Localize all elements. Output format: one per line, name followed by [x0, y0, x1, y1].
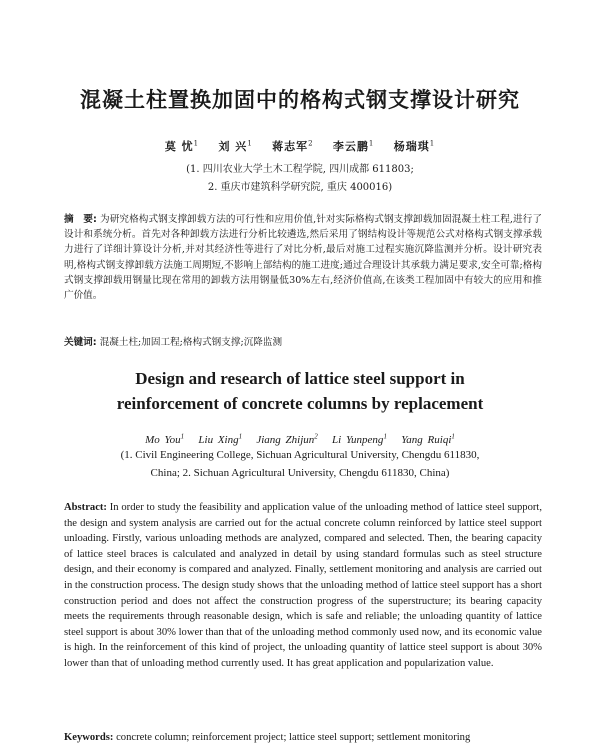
english-affiliation-line-2: China; 2. Sichuan Agricultural University, Chengdu 611830, China) — [150, 467, 450, 479]
english-abstract-label: Abstract: — [64, 502, 107, 513]
english-keywords-label: Keywords: — [64, 732, 114, 743]
author: Mo You$^1$ — [145, 432, 185, 446]
author: 杨瑞琪$^1$ — [393, 139, 436, 153]
author: Yang Ruiqi$^1$ — [401, 432, 455, 446]
english-keywords — [64, 731, 542, 745]
chinese-keywords — [64, 334, 542, 348]
english-affiliation-line-1: (1. Civil Engineering College, Sichuan Agricultural University, Chengdu 611830, — [120, 449, 480, 461]
chinese-title: 混凝土柱置换加固中的格构式钢支撑设计研究 — [80, 88, 520, 112]
english-author-list — [0, 432, 600, 446]
author: 蒋志军$^2$ — [272, 139, 314, 153]
chinese-abstract — [64, 212, 542, 303]
chinese-author-list — [0, 138, 600, 154]
chinese-keywords-text: 混凝土柱;加固工程;格构式钢支撑;沉降监测 — [99, 337, 283, 348]
english-title-line-1: Design and research of lattice steel support in — [135, 369, 465, 388]
author: 李云鹏$^1$ — [332, 139, 375, 153]
chinese-keywords-label: 关键词: — [64, 337, 97, 348]
author: Jiang Zhijun$^2$ — [256, 432, 318, 446]
english-abstract — [64, 500, 542, 672]
author: Li Yunpeng$^1$ — [332, 432, 387, 446]
chinese-abstract-text: 为研究格构式钢支撑卸载方法的可行性和应用价值,针对实际格构式钢支撑卸载加固混凝土柱工程,进行了设计和系统分析。首先对各种卸载方法进行分析比较遴选,然后采用了钢结构设计等规范公式对格构式钢支撑承载力进行了详细计算设计分析,并对其经济性等进行了对比分析,最后对施工过程实施沉降监测并分析。设计研究表明,格构式钢支撑卸载方法施工周期短,不影响上部结构的施工进度;通过合理设计其承载力满足要求,安全可靠;格构式钢支撑卸载用钢量比现在常用的卸载方法用钢量低30%左右,经济价值高,在该类工程加固中有较大的应用和推广价值。 — [64, 214, 542, 302]
english-keywords-text: concrete column; reinforcement project; lattice steel support; settlement monitoring — [116, 732, 471, 743]
english-title — [0, 366, 600, 416]
author: Liu Xing$^1$ — [198, 432, 243, 446]
chinese-affiliation-line-2: 2. 重庆市建筑科学研究院, 重庆 400016) — [207, 182, 393, 193]
chinese-abstract-label: 摘 要: — [64, 214, 97, 225]
author: 刘 兴$^1$ — [218, 139, 253, 153]
chinese-affiliation-line-1: (1. 四川农业大学土木工程学院, 四川成都 611803; — [186, 164, 414, 175]
english-title-line-2: reinforcement of concrete columns by replacement — [116, 394, 484, 413]
author: 莫 忧$^1$ — [164, 139, 200, 153]
english-abstract-text: In order to study the feasibility and application value of the unloading method of lattice steel support, the design and system analysis are carried out for the actual concrete column reinforced by lattice steel support unloading. Firstly, various unloading methods are analyzed, compared and selected. Then, the bearing capacity of lattice steel braces is calculated and analyzed in detail by using standard formulas such as steel structure design, and their economy is compared and analyzed. Finally, settlement monitoring and analysis are carried out in the construction process. The design study shows that the unloading method of lattice steel support has a short construction period and does not affect the construction progress of the superstructure; its bearing capacity meets the requirements through reasonable design, which is safe and reliable; the unloading quantity of lattice steel support is about 30% lower than that of the unloading method commonly used now, and its economic value is high. In the reinforcement of this kind of project, the unloading quantity of lattice steel support is about 30% lower than that of unloading method currently used. It has great application and popularization value. — [64, 502, 542, 669]
